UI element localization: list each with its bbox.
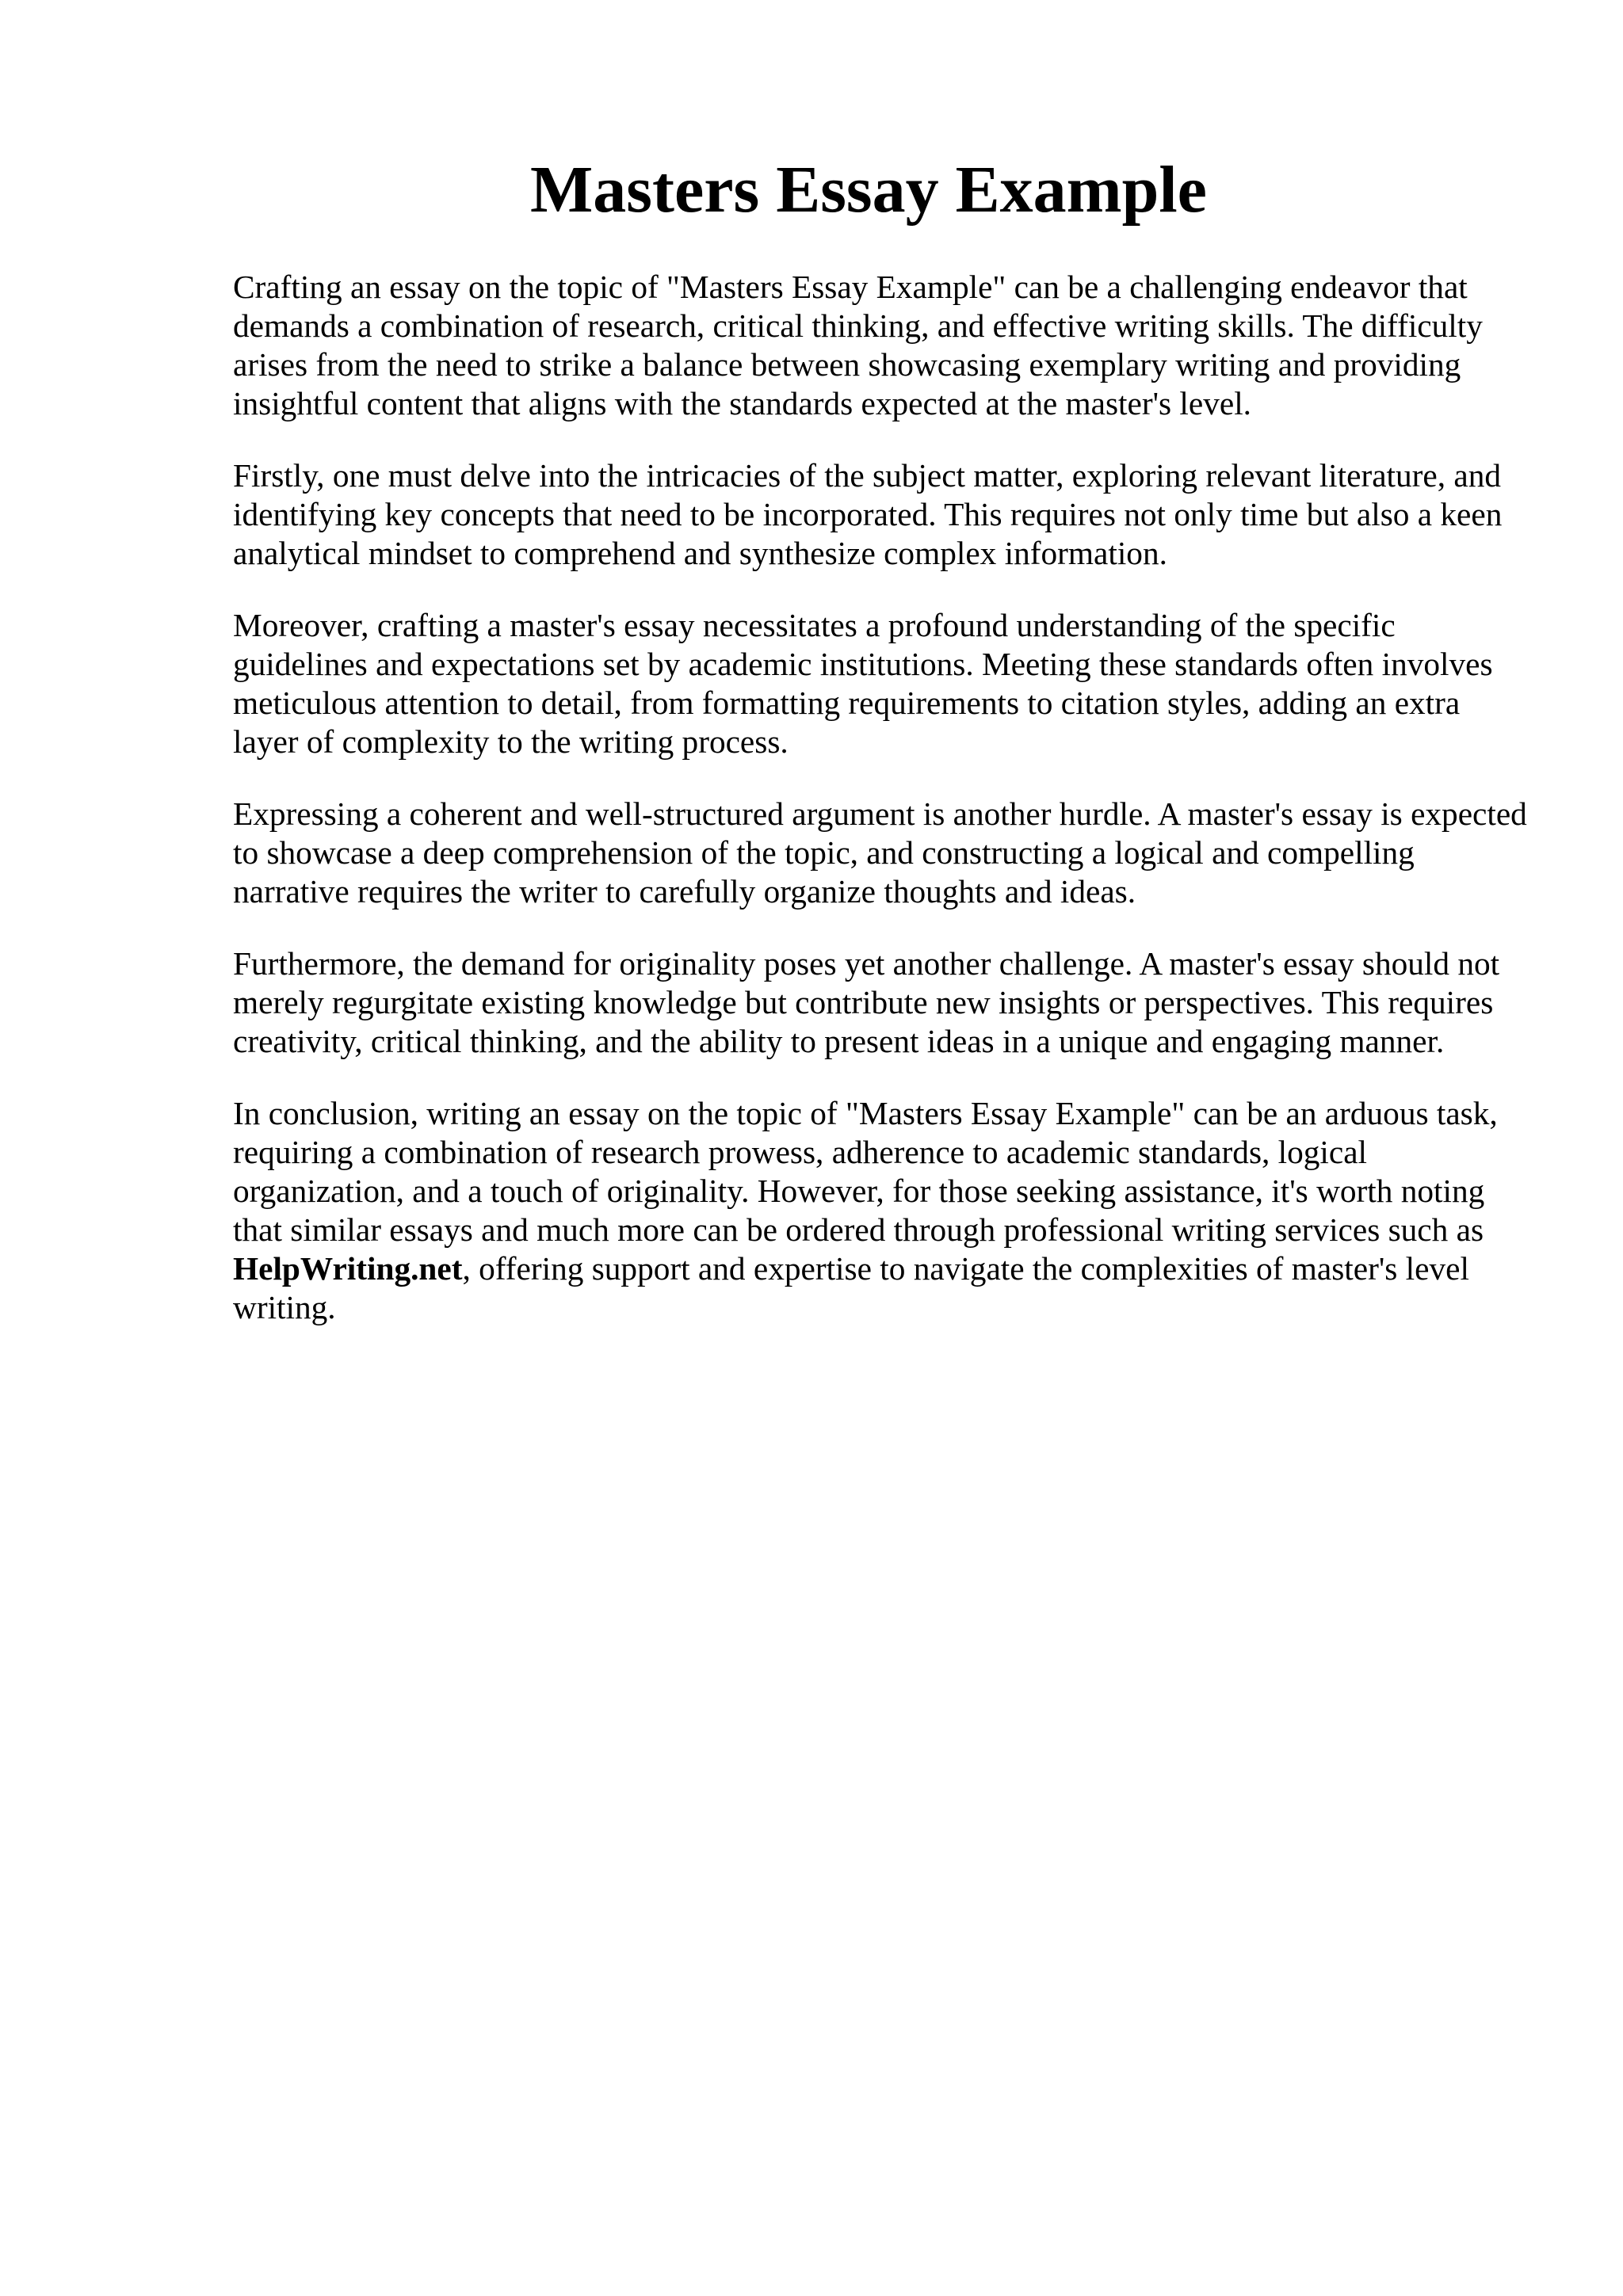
document-body xyxy=(233,268,1533,1360)
helpwriting-link[interactable]: HelpWriting.net xyxy=(233,1250,463,1287)
paragraph-2: Firstly, one must delve into the intricacies of the subject matter, exploring relevant literature, and identifying key concepts that need to be incorporated. This requires not only time but also a keen analytical mindset to comprehend and synthesize complex information. xyxy=(233,457,1503,571)
paragraph-4: Expressing a coherent and well-structured argument is another hurdle. A master's essay is expected to showcase a deep comprehension of the topic, and constructing a logical and compelling narrative requires the writer to carefully organize thoughts and ideas. xyxy=(233,795,1527,910)
conclusion-paragraph xyxy=(233,1094,1533,1327)
paragraph-1: Crafting an essay on the topic of "Masters Essay Example" can be a challenging endeavor that demands a combination of research, critical thinking, and effective writing skills. The difficulty arises from the need to strike a balance between showcasing exemplary writing and providing insightful content that aligns with the standards expected at the master's level. xyxy=(233,269,1483,421)
document-title: Masters Essay Example xyxy=(530,153,1207,227)
paragraph-3: Moreover, crafting a master's essay necessitates a profound understanding of the specific guidelines and expectations set by academic institutions. Meeting these standards often involves meticulous attention to detail, from formatting requirements to citation styles, adding an extra layer of complexity to the writing process. xyxy=(233,607,1493,760)
conclusion-text-end: , offering support and expertise to navigate the complexities of master's level writing. xyxy=(233,1250,1469,1325)
paragraph-5: Furthermore, the demand for originality poses yet another challenge. A master's essay should not merely regurgitate existing knowledge but contribute new insights or perspectives. This requires creativity, critical thinking, and the ability to present ideas in a unique and engaging manner. xyxy=(233,945,1500,1059)
conclusion-text-start: In conclusion, writing an essay on the topic of "Masters Essay Example" can be an arduous task, requiring a combination of research prowess, adherence to academic standards, logical organization, and a touch of originality. However, for those seeking assistance, it's worth noting that similar essays and much more can be ordered through professional writing services such as xyxy=(233,1095,1498,1248)
